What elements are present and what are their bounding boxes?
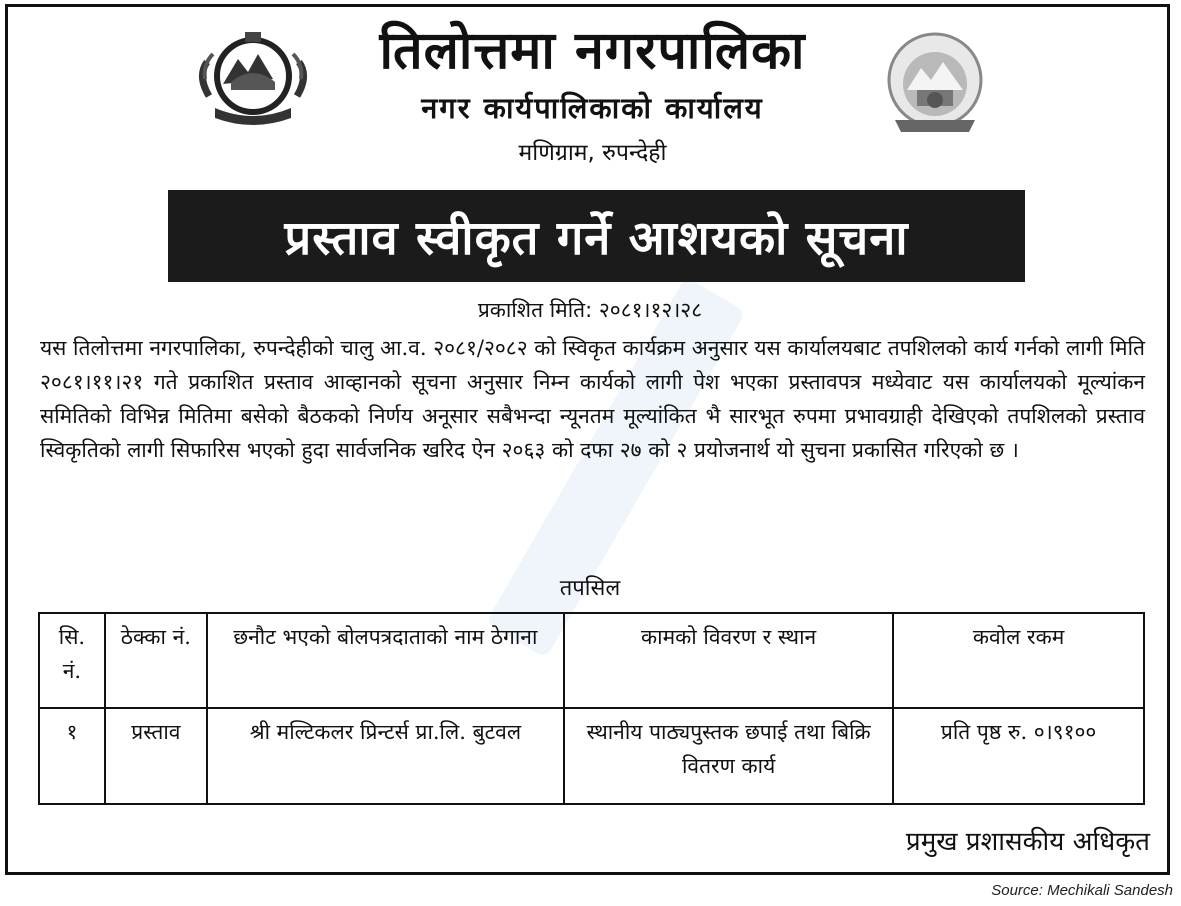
cell-bidder: श्री मल्टिकलर प्रिन्टर्स प्रा.लि. बुटवल (207, 708, 564, 804)
header-amount: कवोल रकम (893, 613, 1144, 708)
cell-contract-no: प्रस्ताव (105, 708, 207, 804)
published-date: प्रकाशित मिति: २०८१।१२।२८ (477, 298, 703, 322)
cell-amount: प्रति पृष्ठ रु. ०।९१०० (893, 708, 1144, 804)
source-credit: Source: Mechikali Sandesh (991, 882, 1173, 899)
cell-sn: १ (39, 708, 105, 804)
notice-body: यस तिलोत्तमा नगरपालिका, रुपन्देहीको चालु आ.व. २०८१/२०८२ को स्विकृत कार्यक्रम अनुसार यस कार्यालयबाट तपशिलको कार्य गर्नको लागी मिति २०८१।११।२१ गते प्रकाशित प्रस्ताव आव्हानको सूचना अनुसार निम्न कार्यको लागी पेश भएका प्रस्तावपत्र मध्येवाट यस कार्यालयको मूल्यांकन समितिको विभिन्न मितिमा बसेको बैठकको निर्णय अनूसार सबैभन्दा न्यूनतम मूल्यांकित भै सारभूत रुपमा प्रभावग्राही देखिएको तपशिलको प्रस्ताव स्विकृतिको लागी सिफारिस भएको हुदा सार्वजनिक खरिद ऐन २०६३ को दफा २७ को २ प्रयोजनार्थ यो सुचना प्रकासित गरिएको छ । (40, 336, 1145, 462)
notice-title-banner (168, 190, 1025, 282)
details-table (38, 612, 1145, 805)
header-sn: सि. नं. (39, 613, 105, 708)
header-work: कामको विवरण र स्थान (564, 613, 893, 708)
header-contract-no: ठेक्का नं. (105, 613, 207, 708)
office-subtitle: नगर कार्यपालिकाको कार्यालय (421, 91, 764, 125)
header-bidder: छनौट भएको बोलपत्रदाताको नाम ठेगाना (207, 613, 564, 708)
table-row (39, 708, 1144, 804)
government-emblem-logo (193, 24, 313, 129)
signatory-title: प्रमुख प्रशासकीय अधिकृत (905, 827, 1150, 857)
municipality-seal-logo (873, 28, 997, 140)
table-header-row (39, 613, 1144, 708)
office-location: मणिग्राम, रुपन्देही (518, 140, 667, 166)
notice-title: प्रस्ताव स्वीकृत गर्ने आशयको सूचना (284, 211, 909, 266)
tapsil-heading: तपसिल (559, 576, 621, 601)
cell-work: स्थानीय पाठ्यपुस्तक छपाई तथा बिक्रि वितरण कार्य (564, 708, 893, 804)
office-title: तिलोत्तमा नगरपालिका (379, 21, 806, 81)
